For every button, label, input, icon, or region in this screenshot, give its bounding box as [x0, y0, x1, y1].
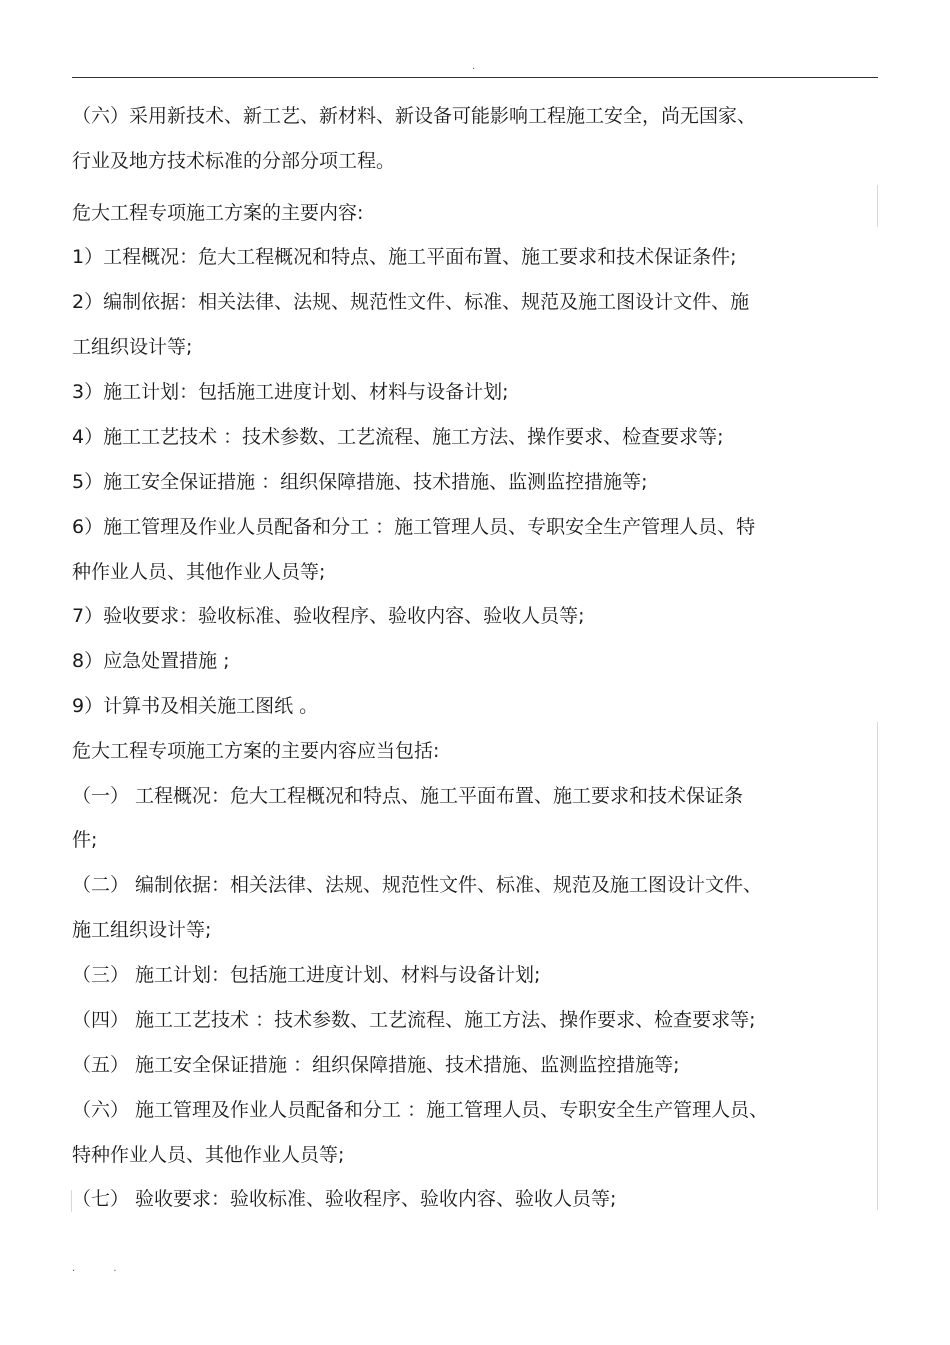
footer-dots: . . [72, 1263, 117, 1274]
list-item-continuation: 施工组织设计等; [72, 919, 212, 941]
header-rule [72, 77, 878, 78]
section-heading: 危大工程专项施工方案的主要内容: [72, 202, 364, 224]
list-item: （六） 施工管理及作业人员配备和分工 ：施工管理人员、专职安全生产管理人员、 [72, 1099, 769, 1121]
list-item: （七） 验收要求：验收标准、验收程序、验收内容、验收人员等; [72, 1188, 617, 1210]
list-item-continuation: 种作业人员、其他作业人员等; [72, 561, 326, 583]
list-item: 2）编制依据：相关法律、法规、规范性文件、标准、规范及施工图设计文件、施 [72, 291, 750, 313]
list-item: 8）应急处置措施 ; [72, 650, 230, 672]
list-item: （四） 施工工艺技术 ：技术参数、工艺流程、施工方法、操作要求、检查要求等; [72, 1009, 756, 1031]
list-item: 1）工程概况：危大工程概况和特点、施工平面布置、施工要求和技术保证条件; [72, 246, 737, 268]
list-item: 5）施工安全保证措施 ：组织保障措施、技术措施、监测监控措施等; [72, 471, 648, 493]
list-item: （二） 编制依据：相关法律、法规、规范性文件、标准、规范及施工图设计文件、 [72, 874, 763, 896]
section-heading: 危大工程专项施工方案的主要内容应当包括: [72, 740, 440, 762]
list-item-continuation: 件; [72, 829, 98, 851]
list-item-continuation: 特种作业人员、其他作业人员等; [72, 1144, 345, 1166]
list-item: 4）施工工艺技术 ：技术参数、工艺流程、施工方法、操作要求、检查要求等; [72, 426, 724, 448]
header-dot: . [472, 61, 476, 72]
list-item: （一） 工程概况：危大工程概况和特点、施工平面布置、施工要求和技术保证条 [72, 785, 744, 807]
list-item: 9）计算书及相关施工图纸 。 [72, 695, 319, 717]
text-line: （六）采用新技术、新工艺、新材料、新设备可能影响工程施工安全，尚无国家、 [72, 105, 757, 127]
text-line: 行业及地方技术标准的分部分项工程。 [72, 150, 396, 172]
list-item: （三） 施工计划：包括施工进度计划、材料与设备计划; [72, 964, 541, 986]
list-item: 3）施工计划：包括施工进度计划、材料与设备计划; [72, 381, 509, 403]
list-item-continuation: 工组织设计等; [72, 336, 193, 358]
margin-line-top [877, 185, 878, 227]
list-item: 7）验收要求：验收标准、验收程序、验收内容、验收人员等; [72, 605, 585, 627]
margin-line-bottom [877, 722, 878, 1210]
list-item: （五） 施工安全保证措施 ：组织保障措施、技术措施、监测监控措施等; [72, 1054, 680, 1076]
list-item: 6）施工管理及作业人员配备和分工 ：施工管理人员、专职安全生产管理人员、特 [72, 516, 756, 538]
